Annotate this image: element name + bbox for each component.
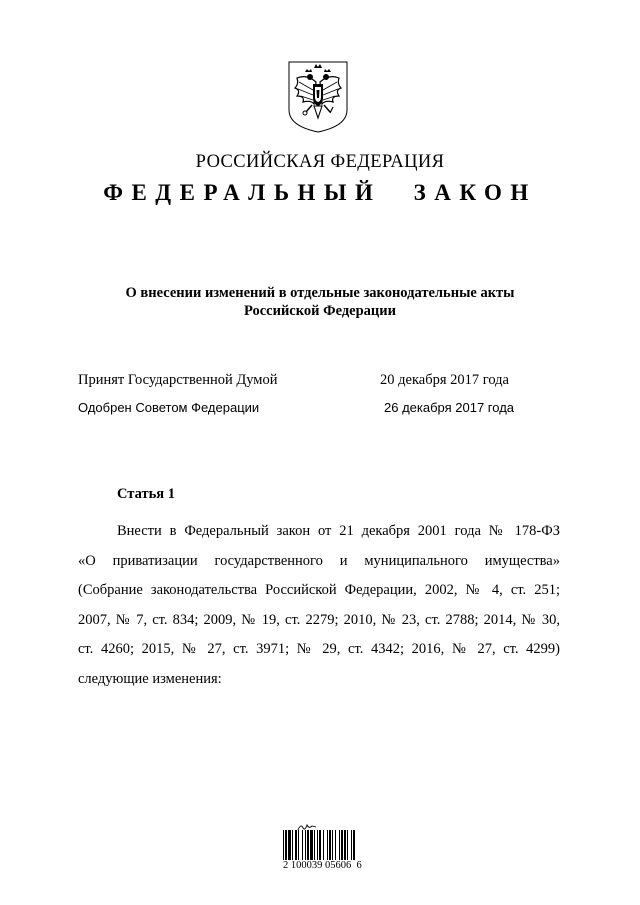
law-type-heading: ФЕДЕРАЛЬНЫЙ ЗАКОН [103, 180, 537, 205]
article-1-line: следующие изменения: [78, 670, 222, 687]
article-1-line: «О приватизации государственного и муниципального имущества» [78, 552, 560, 569]
article-1-heading: Статья 1 [117, 486, 175, 502]
article-1-line: 2007, № 7, ст. 834; 2009, № 19, ст. 2279; 2010, № 23, ст. 2788; 2014, № 30, [78, 611, 560, 628]
law-title [0, 284, 640, 320]
council-approval-date: 26 декабря 2017 года [384, 400, 515, 415]
law-title-line-1: О внесении изменений в отдельные законодательные акты [125, 285, 515, 301]
barcode-number: 2 100039 05606 6 [283, 860, 362, 871]
article-1-line: (Собрание законодательства Российской Федерации, 2002, № 4, ст. 251; [78, 582, 560, 598]
coat-of-arms-emblem-icon [287, 60, 349, 134]
article-1-line: ст. 4260; 2015, № 27, ст. 3971; № 29, ст. 4342; 2016, № 27, ст. 4299) [78, 641, 560, 657]
barcode-icon [283, 830, 367, 860]
law-title-line-2: Российской Федерации [243, 303, 396, 319]
country-name: РОССИЙСКАЯ ФЕДЕРАЦИЯ [195, 152, 445, 172]
duma-adoption-date: 20 декабря 2017 года [380, 372, 509, 388]
article-1-line: Внести в Федеральный закон от 21 декабря 2001 года № 178-ФЗ [117, 523, 560, 539]
duma-adoption-label: Принят Государственной Думой [78, 372, 278, 388]
article-1-body [78, 517, 560, 694]
council-approval-label: Одобрен Советом Федерации [78, 400, 260, 415]
